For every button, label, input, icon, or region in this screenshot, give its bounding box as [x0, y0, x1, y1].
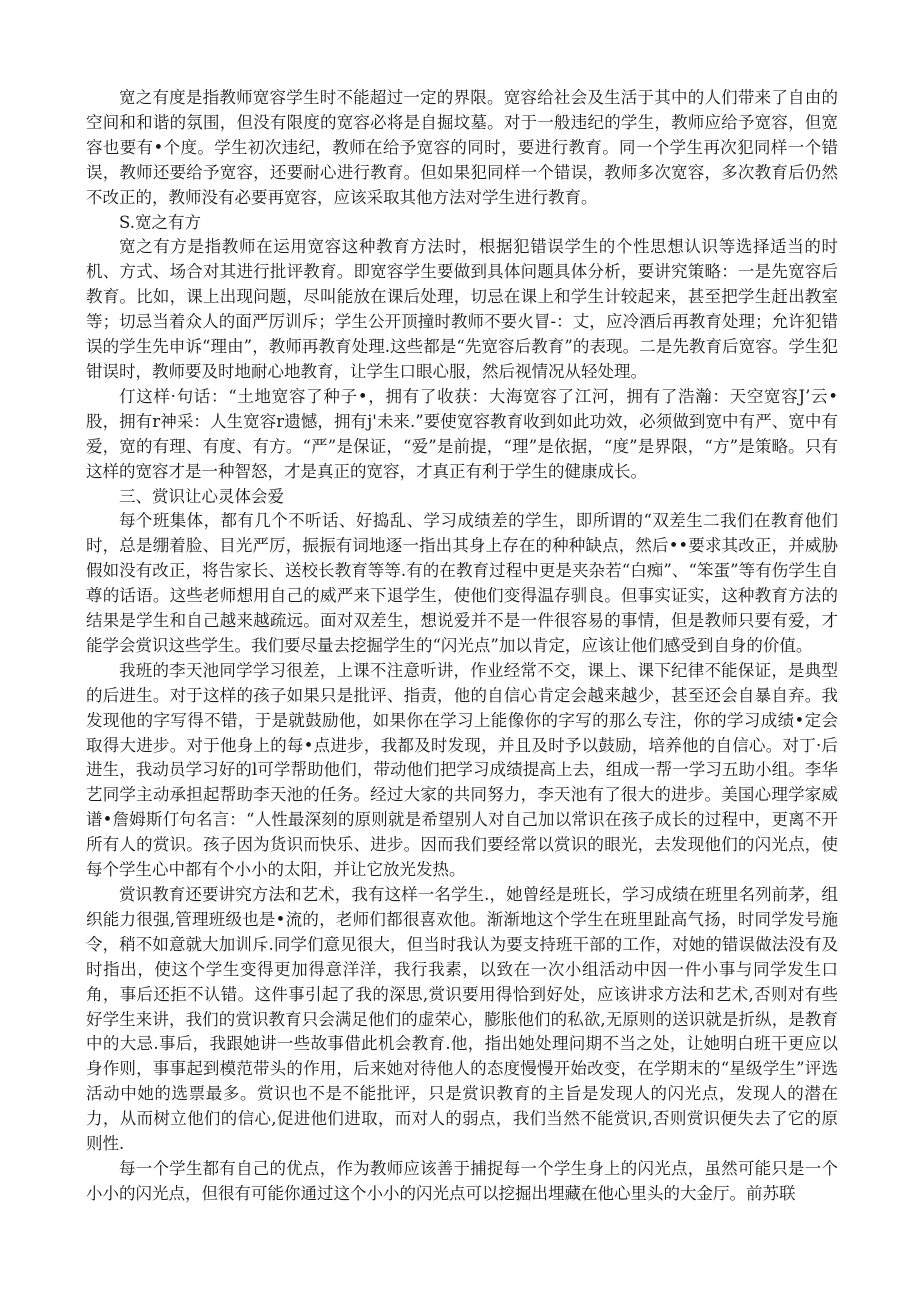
- paragraph-tolerance-limit: 宽之有度是指教师宽容学生时不能超过一定的界限。宽容给社会及生活于其中的人们带来了自由的空间和和谐的氛围，但没有限度的宽容必将是自掘坟墓。对于一般违纪的学生，教师应给予宽容，但宽容也要有•个度。学生初次违纪，教师在给予宽容的同时，要进行教育。同一个学生再次犯同样一个错误，教师还要给予宽容，还要耐心进行教育。但如果犯同样一个错误，教师多次宽容，多次教育后仍然不改正的，教师没有必要再宽容，应该采取其他方法对学生进行教育。: [86, 88, 838, 207]
- paragraph-double-poor-students: 每个班集体，都有几个不听话、好捣乱、学习成绩差的学生，即所谓的“双差生二我们在教育他们时，总是绷着脸、目光严厉，振振有词地逐一指出其身上存在的种种缺点，然后••要求其改正，并威胁假如没有改正，将告家长、送校长教育等等.有的在教育过程中更是夹杂若“白痴”、“笨蛋”等有伤学生自尊的话语。这些老师想用自己的威严来下退学生，使他们变得温存驯良。但事实证实，这种教育方法的结果是学生和自己越来越疏远。面对双差生，想说爱并不是一件很容易的事情，但是教师只要有爱，才能学会赏识这些学生。我们要尽量去挖掘学生的“闪光点”加以肯定，应该让他们感受到自身的价值。: [86, 511, 838, 655]
- paragraph-strengths: 每一个学生都有自己的优点，作为教师应该善于捕捉每一个学生身上的闪光点，虽然可能只是一个小小的闪光点，但很有可能你通过这个小小的闪光点可以挖掘出埋藏在他心里头的大金厅。前苏联: [86, 1158, 838, 1203]
- paragraph-student-example: 我班的李天池同学学习很差，上课不注意听讲，作业经常不交，课上、课下纪律不能保证，是典型的后进生。对于这样的孩子如果只是批评、指责，他的自信心肯定会越来越少，甚至还会自暴自弃。我发现他的字写得不错，于是就鼓励他，如果你在学习上能像你的字写的那么专注，你的学习成绩•定会取得大进步。对于他身上的每•点进步，我都及时发现，并且及时予以鼓励，培养他的自信心。对丁·后进生，我动员学习好的l可学帮助他们，带动他们把学习成绩提高上去，组成一帮一学习五助小组。李华艺同学主动承担起帮助李天池的任务。经过大家的共同努力，李天池有了很大的进步。美国心理学家威谱•詹姆斯仃句名言：“人性最深刻的原则就是希望别人对自己加以常识在孩子成长的过程中，更离不开所有人的赏识。孩子因为货识而快乐、进步。因而我们要经常以赏识的眼光，去发现他们的闪光点，使每个学生心中都有个小小的太阳，并让它放光发热。: [86, 660, 838, 880]
- paragraph-appreciation-art: 赏识教育还要讲究方法和艺术，我有这样一名学生.，她曾经是班长，学习成绩在班里名列前茅，组织能力很强,管理班级也是•流的，老师们都很喜欢他。渐渐地这个学生在班里趾高气扬，时同学发号施令，稍不如意就大加训斥.同学们意见很大，但当时我认为要支持班干部的工作，对她的错误做法没有及时指出，使这个学生变得更加得意洋洋，我行我素，以致在一次小组活动中因一件小事与同学发生口角，事后还拒不认错。这件事引起了我的深思,赏识要用得恰到好处，应该讲求方法和艺术,否则对有些好学生来讲，我们的赏识教育只会满足他们的虚荣心，膨胀他们的私欲,无原则的送识就是折纵，是教育中的大忌.事后，我跟她讲一些故事借此机会教育.他，指出她处理问期不当之处，让她明白班干更应以身作则，事事起到模范带头的作用，后来她对待他人的态度慢慢开始改变，在学期末的“星级学生”评选活动中她的选票最多。赏识也不是不能批评，只是赏识教育的主旨是发现人的闪光点，发现人的潜在力，从而树立他们的信心,促进他们进取，而对人的弱点，我们当然不能赏识,否则赏识便失去了它的原则性.: [86, 885, 838, 1154]
- paragraph-quote-tolerance: 仃这样·句话：“土地宽容了种子•，拥有了收获：大海宽容了江河，拥有了浩瀚：天空宽容J’云•股，拥有r神采：人生宽容r遗憾，拥有j'未来.”要使宽容教育收到如此功效，必须做到宽中有严、宽中有爱，宽的有理、有度、有方。“严”是保证，“爱”是前提，“理”是依据，“度”是界限，“方”是策略。只有这样的宽容才是一种智怒，才是真正的宽容，才真正有利于学生的健康成长。: [86, 386, 838, 481]
- document-page: [86, 86, 838, 1207]
- paragraph-tolerance-method: 宽之有方是指教师在运用宽容这种教育方法时，根据犯错误学生的个性思想认识等选择适当的时机、方式、场合对其进行批评教育。即宽容学生要做到具体问题具体分析，要讲究策略：一是先宽容后教育。比如，课上出现问题，尽叫能放在课后处理，切忌在课上和学生计较起来，甚至把学生赶出教室等；切忌当着众人的面严厉训斥；学生公开顶撞时教师不要火冒-：丈，应冷酒后再教育处理；允许犯错误的学生先申诉“理由”，教师再教育处理.这些都是“先宽容后教育”的表现。二是先教育后宽容。学生犯钳误时，教师要及时地耐心地教育，让学生口眼心服，然后视情况从轻处理。: [86, 237, 838, 381]
- section-heading-method: S.宽之有方: [119, 212, 201, 232]
- section-heading-appreciation: 三、赏识让心灵体会爱: [119, 486, 284, 506]
